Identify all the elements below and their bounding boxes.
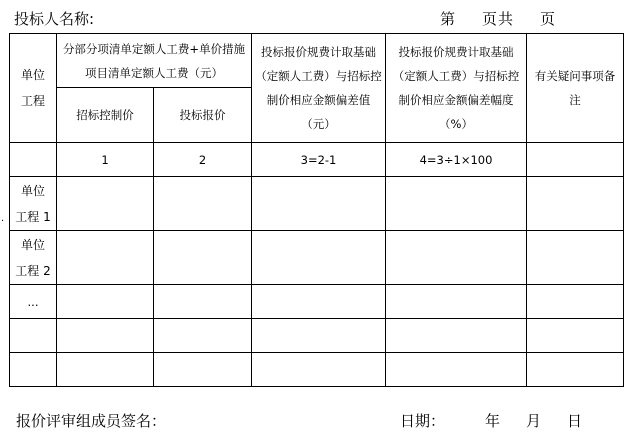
day-word: 日 — [567, 412, 583, 430]
margin-dot: · — [1, 216, 5, 227]
data-cell[interactable] — [527, 285, 624, 319]
index-cell: 1 — [57, 143, 154, 177]
table-row — [10, 319, 624, 353]
data-cell[interactable] — [154, 231, 252, 285]
page-number-label — [440, 8, 556, 29]
data-cell[interactable] — [57, 285, 154, 319]
data-cell[interactable] — [386, 285, 527, 319]
data-cell[interactable] — [386, 319, 527, 353]
remarks-header: 有关疑问事项备注 — [527, 34, 624, 143]
bidder-name-label: 投标人名称: — [14, 10, 95, 28]
data-cell[interactable] — [252, 177, 386, 231]
data-cell[interactable] — [154, 353, 252, 387]
row-label: 单位 工程 2 — [10, 231, 57, 285]
data-cell[interactable] — [154, 285, 252, 319]
data-cell[interactable] — [154, 319, 252, 353]
row-label — [10, 353, 57, 387]
date-word: 日期： — [400, 412, 446, 430]
data-cell[interactable] — [386, 177, 527, 231]
index-row — [10, 143, 624, 177]
month-word: 月 — [526, 412, 542, 430]
table-row — [10, 177, 624, 231]
page-word-yegong: 页共 — [482, 10, 515, 28]
deviation-value-header: 投标报价规费计取基础（定额人工费）与招标控制价相应金额偏差值（元） — [252, 34, 386, 143]
table-row — [10, 285, 624, 319]
data-cell[interactable] — [57, 319, 154, 353]
bid-price-header: 投标报价 — [154, 88, 252, 143]
row-label: 单位 工程 1 — [10, 177, 57, 231]
index-cell: 4=3÷1×100 — [386, 143, 527, 177]
page-word-di: 第 — [440, 10, 457, 28]
data-cell[interactable] — [252, 231, 386, 285]
index-cell: 2 — [154, 143, 252, 177]
data-cell[interactable] — [252, 285, 386, 319]
data-cell[interactable] — [527, 319, 624, 353]
labor-cost-group-header: 分部分项清单定额人工费+单价措施项目清单定额人工费（元） — [57, 34, 252, 88]
table-row — [10, 353, 624, 387]
table-row — [10, 231, 624, 285]
unit-project-header: 单位 工程 — [10, 34, 57, 143]
index-cell: 3=2-1 — [252, 143, 386, 177]
data-cell[interactable] — [57, 231, 154, 285]
data-cell[interactable] — [527, 177, 624, 231]
index-cell — [527, 143, 624, 177]
control-price-header: 招标控制价 — [57, 88, 154, 143]
data-cell[interactable] — [386, 231, 527, 285]
date-label — [400, 410, 582, 431]
data-cell[interactable] — [386, 353, 527, 387]
data-cell[interactable] — [527, 231, 624, 285]
bid-review-table — [9, 33, 624, 387]
data-cell[interactable] — [527, 353, 624, 387]
signature-label: 报价评审组成员签名： — [16, 412, 167, 430]
index-cell — [10, 143, 57, 177]
data-cell[interactable] — [57, 177, 154, 231]
row-label — [10, 319, 57, 353]
data-cell[interactable] — [252, 319, 386, 353]
data-cell[interactable] — [57, 353, 154, 387]
deviation-rate-header: 投标报价规费计取基础（定额人工费）与招标控制价相应金额偏差幅度（%） — [386, 34, 527, 143]
page-word-ye: 页 — [540, 10, 557, 28]
row-label: ... — [10, 285, 57, 319]
year-word: 年 — [485, 412, 501, 430]
data-cell[interactable] — [252, 353, 386, 387]
data-cell[interactable] — [154, 177, 252, 231]
